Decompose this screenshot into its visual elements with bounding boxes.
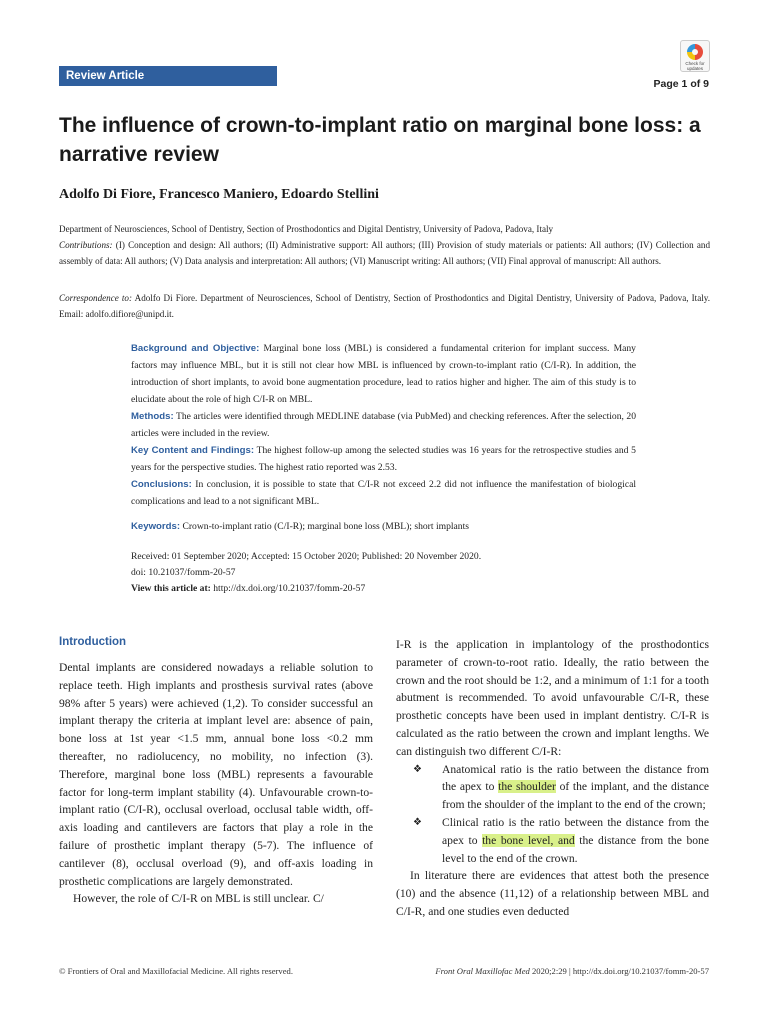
abstract-methods: [131, 408, 636, 442]
ratio-list: [396, 761, 709, 868]
affiliation: Department of Neurosciences, School of Dentistry, Section of Prosthodontics and Digital Dentistry, University of Padova, Padova, Italy: [59, 224, 554, 234]
publication-dates: Received: 01 September 2020; Accepted: 15 October 2020; Published: 20 November 2020.: [131, 551, 482, 562]
footer-citation-text: 2020;2:29 | http://dx.doi.org/10.21037/fomm-20-57: [529, 966, 709, 976]
view-article-label: View this article at:: [131, 583, 211, 594]
keywords: [131, 518, 636, 535]
left-column: [59, 659, 373, 908]
doi: doi: 10.21037/fomm-20-57: [131, 567, 236, 578]
article-type-badge: [59, 66, 277, 86]
article-type-label: Review Article: [66, 70, 145, 82]
keywords-text: Crown-to-implant ratio (C/I-R); marginal bone loss (MBL); short implants: [182, 521, 469, 532]
findings-heading: Key Content and Findings:: [131, 445, 255, 456]
list-item: ❖ Anatomical ratio is the ratio between the distance from the apex to the shoulder of the implant, and the distance from the shoulder of the implant to the end of the crown;: [413, 762, 709, 812]
abstract: [131, 340, 636, 597]
correspondence: [59, 290, 710, 322]
diamond-bullet-icon: ❖: [413, 816, 422, 828]
intro-paragraph-2: However, the role of C/I-R on MBL is still unclear. C/: [73, 892, 324, 906]
methods-text: The articles were identified through MEDLINE database (via PubMed) and checking references. After the selection, 20 articles were included in the review.: [131, 411, 636, 439]
view-article-link[interactable]: http://dx.doi.org/10.21037/fomm-20-57: [213, 583, 366, 594]
crossmark-label: Check for updates: [685, 61, 705, 71]
methods-heading: Methods:: [131, 411, 174, 422]
abstract-background: [131, 340, 636, 408]
correspondence-label: Correspondence to:: [59, 293, 133, 303]
background-heading: Background and Objective:: [131, 343, 260, 354]
conclusions-text: In conclusion, it is possible to state that C/I-R not exceed 2.2 did not influence the manifestation of biological complications and lead to a not significant MBL.: [131, 479, 636, 507]
footer-citation: [435, 966, 709, 976]
author-list: Adolfo Di Fiore, Francesco Maniero, Edoardo Stellini: [59, 187, 379, 202]
intro-paragraph-3: I-R is the application in implantology of the prosthodontics parameter of crown-to-root ratio. Ideally, the ratio between the crown and the root should be 1:2, and a minimum of 1:1 for a tooth abutment is recommended. To avoid unfavourable C/I-R, these prosthetic concepts have been used in implant dentistry. C/I-R is calculated as the ratio between the crown and implant lengths. We can distinguish two different C/I-R:: [396, 638, 709, 758]
page-number: Page 1 of 9: [653, 78, 709, 90]
abstract-findings: [131, 442, 636, 476]
introduction-heading: Introduction: [59, 636, 127, 648]
footer-journal: Front Oral Maxillofac Med: [435, 966, 530, 976]
contributions: [59, 237, 710, 269]
publication-info: [131, 549, 636, 597]
footer-copyright: © Frontiers of Oral and Maxillofacial Medicine. All rights reserved.: [59, 966, 293, 976]
article-title: The influence of crown-to-implant ratio on marginal bone loss: a narrative review: [59, 114, 701, 166]
contributions-label: Contributions:: [59, 240, 113, 250]
intro-paragraph-4: In literature there are evidences that attest both the presence (10) and the absence (11,12) of a relationship between MBL and C/I-R, and one studies even deducted: [396, 869, 709, 918]
correspondence-text: Adolfo Di Fiore. Department of Neurosciences, School of Dentistry, Section of Prosthodontics and Digital Dentistry, University of Padova, Padova, Italy. Email: adolfo.difiore@unipd.it.: [59, 293, 710, 319]
keywords-heading: Keywords:: [131, 521, 181, 532]
intro-paragraph-1: Dental implants are considered nowadays a reliable solution to replace teeth. High implants and prosthesis survival rates (above 98% after 5 years) were achieved (1,2). To consider successful an implant therapy the criteria at implant level are: absence of pain, bone loss at 1st year <1.5 mm, annual bone loss <0.2 mm thereafter, no radiolucency, no mobility, no infection (3). Therefore, marginal bone loss (MBL) represents a favourable factor for long-term implant stability (4). Unfavourable crown-to-implant ratio (C/I-R), occlusal overload, occlusal table width, off-axis loading and cantilevers are factors that play a role in the failure of prosthetic implant therapy (5-7). The influence of cantilever (8), occlusal overload (9), and off-axis loading in prosthetic complications are largely demonstrated.: [59, 661, 373, 888]
highlighted-text: the bone level, and: [482, 833, 575, 847]
highlighted-text: the shoulder: [498, 780, 556, 794]
crossmark-icon: [687, 44, 703, 60]
background-text: Marginal bone loss (MBL) is considered a fundamental criterion for implant success. Many factors may influence MBL, but it is still not clear how MBL is influenced by crown-to-implant ratio (C/I-R). In addition, the introduction of short implants, to avoid bone augmentation procedure, lead to ratios higher and higher. The aim of this study is to elucidate about the role of high C/I-R on MBL.: [131, 343, 636, 405]
diamond-bullet-icon: ❖: [413, 763, 422, 775]
list-item: ❖ Clinical ratio is the ratio between the distance from the apex to the bone level, and the distance from the bone level to the end of the crown.: [413, 815, 709, 865]
abstract-conclusions: [131, 476, 636, 510]
contributions-text: (I) Conception and design: All authors; (II) Administrative support: All authors; (III) Provision of study materials or patients: All authors; (IV) Collection and assembly of data: All authors; (V) Data analysis and interpretation: All authors; (VI) Manuscript writing: All authors; (VII) Final approval of manuscript: All authors.: [59, 240, 710, 266]
findings-text: The highest follow-up among the selected studies was 16 years for the retrospective studies and 5 years for the perspective studies. The highest ratio reported was 2.53.: [131, 445, 636, 473]
right-column: [396, 636, 709, 921]
crossmark-badge[interactable]: [680, 40, 710, 72]
conclusions-heading: Conclusions:: [131, 479, 192, 490]
view-article: [131, 581, 636, 597]
